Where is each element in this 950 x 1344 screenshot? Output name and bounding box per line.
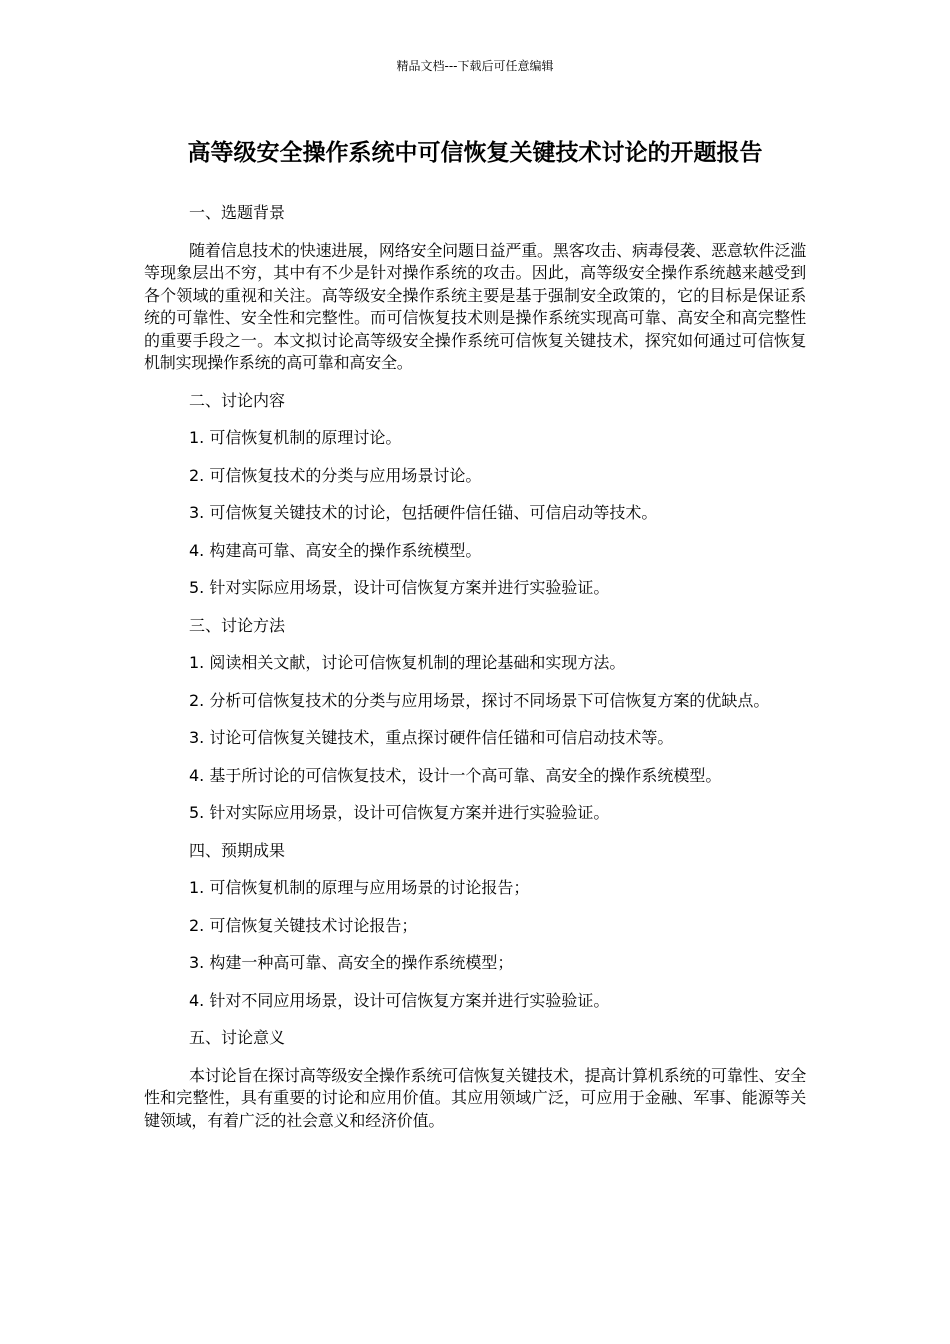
header-note: 精品文档---下载后可任意编辑 <box>396 59 554 73</box>
list-item: 4. 构建高可靠、高安全的操作系统模型。 <box>189 540 482 560</box>
list-item: 2. 分析可信恢复技术的分类与应用场景，探讨不同场景下可信恢复方案的优缺点。 <box>189 690 770 710</box>
list-item: 4. 针对不同应用场景，设计可信恢复方案并进行实验验证。 <box>189 990 610 1010</box>
paragraph-background: 随着信息技术的快速进展，网络安全问题日益严重。黑客攻击、病毒侵袭、恶意软件泛滥等现象层出不穷，其中有不少是针对操作系统的攻击。因此，高等级安全操作系统越来越受到各个领域的重视和关注。高等级安全操作系统主要是基于强制安全政策的，它的目标是保证系统的可靠性、安全性和完整性。而可信恢复技术则是操作系统实现高可靠、高安全和高完整性的重要手段之一。本文拟讨论高等级安全操作系统可信恢复关键技术，探究如何通过可信恢复机制实现操作系统的高可靠和高安全。 <box>144 240 806 372</box>
list-item: 3. 可信恢复关键技术的讨论，包括硬件信任锚、可信启动等技术。 <box>189 503 658 522</box>
section-heading-significance: 五、讨论意义 <box>189 1028 286 1047</box>
paragraph-significance: 本讨论旨在探讨高等级安全操作系统可信恢复关键技术，提高计算机系统的可靠性、安全性和完整性，具有重要的讨论和应用价值。其应用领域广泛，可应用于金融、军事、能源等关键领域，有着广泛的社会意义和经济价值。 <box>144 1065 806 1130</box>
list-item: 1. 可信恢复机制的原理讨论。 <box>189 428 402 447</box>
list-item: 3. 构建一种高可靠、高安全的操作系统模型； <box>189 953 514 972</box>
list-item: 2. 可信恢复关键技术讨论报告； <box>189 915 418 935</box>
list-item: 1. 可信恢复机制的原理与应用场景的讨论报告； <box>189 878 530 897</box>
section-heading-results: 四、预期成果 <box>189 840 286 860</box>
list-item: 5. 针对实际应用场景，设计可信恢复方案并进行实验验证。 <box>189 578 610 597</box>
section-heading-background: 一、选题背景 <box>189 203 286 222</box>
section-heading-content: 二、讨论内容 <box>189 390 286 410</box>
document-body <box>144 202 806 1132</box>
list-item: 3. 讨论可信恢复关键技术，重点探讨硬件信任锚和可信启动技术等。 <box>189 728 674 747</box>
list-item: 5. 针对实际应用场景，设计可信恢复方案并进行实验验证。 <box>189 803 610 822</box>
list-item: 2. 可信恢复技术的分类与应用场景讨论。 <box>189 465 482 485</box>
document-title: 高等级安全操作系统中可信恢复关键技术讨论的开题报告 <box>187 140 763 166</box>
list-item: 1. 阅读相关文献，讨论可信恢复机制的理论基础和实现方法。 <box>189 653 626 672</box>
list-item: 4. 基于所讨论的可信恢复技术，设计一个高可靠、高安全的操作系统模型。 <box>189 765 722 785</box>
section-heading-method: 三、讨论方法 <box>189 615 286 635</box>
